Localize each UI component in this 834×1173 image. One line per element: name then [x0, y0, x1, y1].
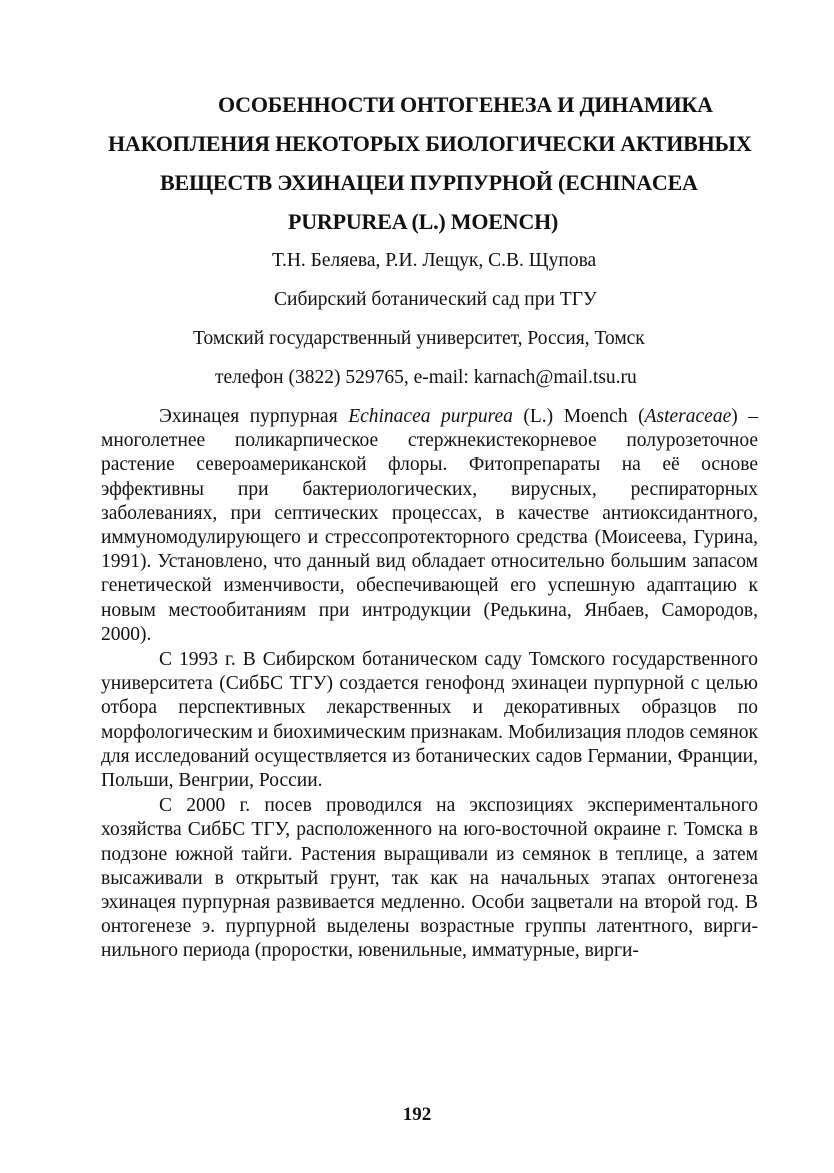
title-line-4: PURPUREA (L.) MOENCH): [288, 209, 559, 234]
title-line-2: НАКОПЛЕНИЯ НЕКОТОРЫХ БИОЛОГИЧЕСКИ АКТИВНЫХ: [108, 131, 752, 156]
paragraph-1: [101, 405, 758, 647]
p1-species-name: Echinacea purpurea: [348, 406, 513, 427]
contact-line: телефон (3822) 529765, e-mail: karnach@mail.tsu.ru: [215, 367, 637, 388]
p1-text-e: ) – многолетнее поликарпическое стержнекистекорневое полурозеточное растение североамериканской флоры. Фитопрепараты на её основе эффективны при бактериологических, вирусных, респираторных заболеваниях, при септических процессах, в качестве антиоксидантного, иммуномодулирующего и стрессопротекторного средства (Моисеева, Гурина, 1991). Установлено, что данный вид обладает относительно большим запасом генетической изменчивости, обеспечивающей его успешную адаптацию к новым местообитаниям при интродукции (Редькина, Янбаев, Самородов, 2000).: [101, 406, 759, 645]
page-number: 192: [402, 1104, 432, 1125]
affiliation-garden: Сибирский ботанический сад при ТГУ: [274, 289, 597, 310]
authors: Т.Н. Беляева, Р.И. Лещук, С.В. Щупова: [272, 250, 597, 271]
paragraph-3: С 2000 г. посев проводился на экспозициях экспериментального хозяйства СибБС ТГУ, расположенного на юго-восточной окраине г. Томска в подзоне южной тайги. Растения выращивали из семянок в теплице, а затем высаживали в открытый грунт, так как на начальных этапах онтогенеза эхинацея пурпурная развивается медленно. Особи зацветали на второй год. В онтогенезе э. пурпурной выделены возрастные группы латентного, виргинильного периода (проростки, ювенильные, имматурные, вирги-: [101, 795, 758, 962]
p1-family-name: Asteraceae: [644, 406, 732, 427]
title-line-3: ВЕЩЕСТВ ЭХИНАЦЕИ ПУРПУРНОЙ (ECHINACEA: [160, 170, 698, 195]
paragraph-2: С 1993 г. В Сибирском ботаническом саду Томского государственного университета (СибБС ТГУ) создается генофонд эхинацеи пурпурной с целью отбора перспективных лекарственных и декоративных образцов по морфологическим и биохимическим признакам. Мобилизация плодов семянок для исследований осуществляется из ботанических садов Германии, Франции, Польши, Венгрии, России.: [101, 649, 758, 792]
p1-text-a: Эхинацея пурпурная: [159, 406, 349, 427]
title-line-1: ОСОБЕННОСТИ ОНТОГЕНЕЗА И ДИНАМИКА: [218, 92, 713, 117]
affiliation-university: Томский государственный университет, Россия, Томск: [193, 328, 645, 349]
article-body: [101, 405, 758, 964]
p1-text-c: (L.) Moench (: [512, 406, 645, 427]
